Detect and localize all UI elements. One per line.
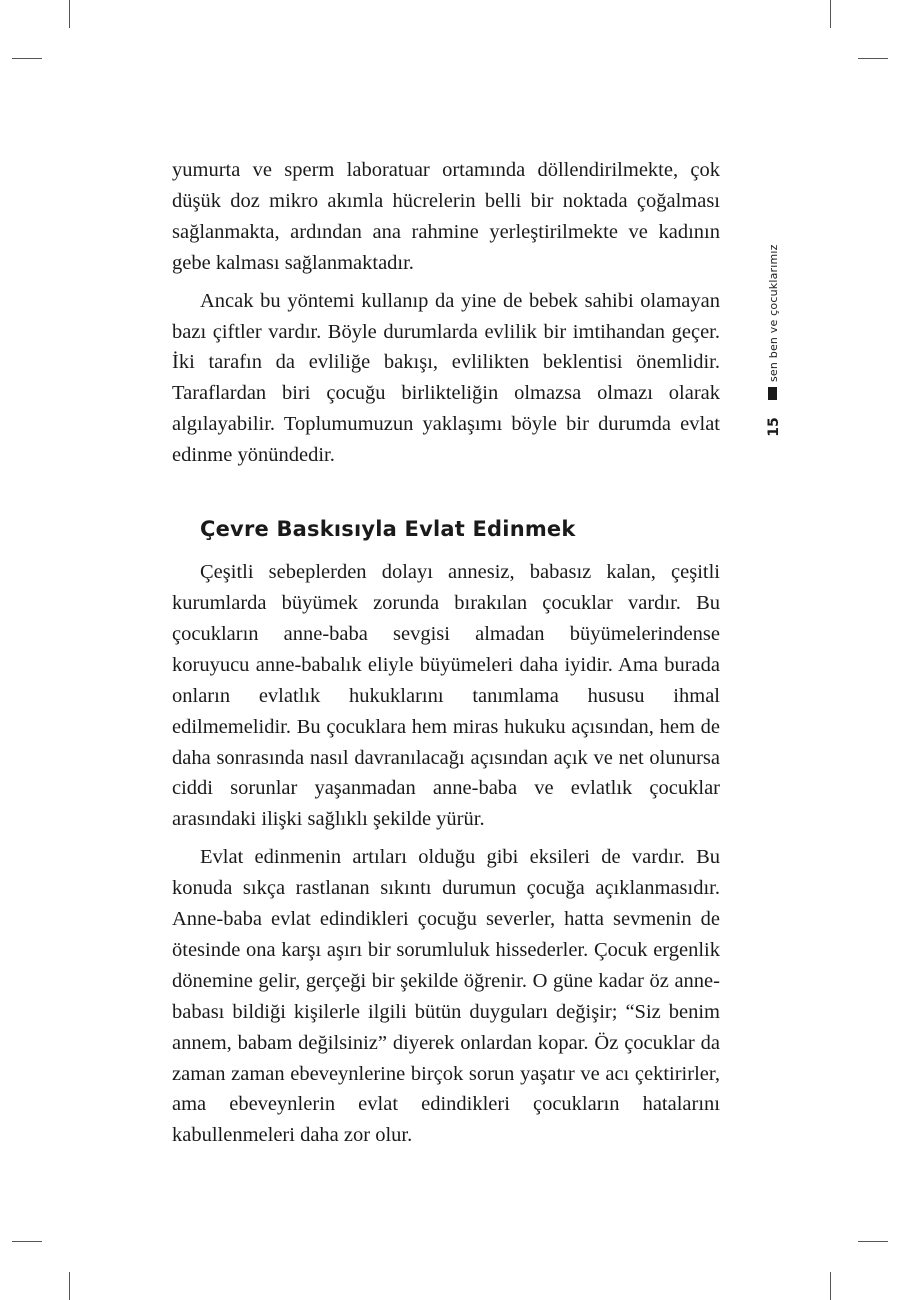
section-heading: Çevre Baskısıyla Evlat Edinmek [200,517,576,542]
crop-mark-bottom-left-vertical [69,1272,70,1300]
crop-mark-top-right-horizontal [858,58,888,59]
running-head [767,232,781,442]
crop-mark-top-left-vertical [69,0,70,28]
crop-mark-bottom-left-horizontal [12,1241,42,1242]
paragraph-4: Evlat edinmenin artıları olduğu gibi eksileri de vardır. Bu konuda sıkça rastlanan sıkıntı durumun çocuğa açıklanmasıdır. Anne-baba evlat edindikleri çocuğu severler, hatta sevmenin de ötesinde ona karşı aşırı bir sorumluluk hissederler. Çocuk ergenlik dönemine gelir, gerçeği bir şekilde öğrenir. O güne kadar öz anne-babası bildiği kişilerle ilgili bütün duyguları değişir; “Siz benim annem, babam değilsiniz” diyerek onlardan kopar. Öz çocuklar da zaman zaman ebeveynlerine birçok sorun yaşatır ve acı çektirirler, ama ebeveynlerin evlat edindikleri çocukların hatalarını kabullenmeleri daha zor olur. [172,846,720,1147]
crop-mark-bottom-right-horizontal [858,1241,888,1242]
crop-mark-top-left-horizontal [12,58,42,59]
running-head-marker [768,387,777,400]
crop-mark-bottom-right-vertical [830,1272,831,1300]
running-head-title: sen ben ve çocuklarımız [767,244,780,382]
paragraph-1: yumurta ve sperm laboratuar ortamında döllendirilmekte, çok düşük doz mikro akımla hücrelerin belli bir noktada çoğalması sağlanmakta, ardından ana rahmine yerleştirilmekte ve kadının gebe kalması sağlanmaktadır. [172,159,720,274]
paragraph-2: Ancak bu yöntemi kullanıp da yine de bebek sahibi olamayan bazı çiftler vardır. Böyle durumlarda evlilik bir imtihandan geçer. İki tarafın da evliliğe bakışı, evlilikten beklentisi önemlidir. Taraflardan biri çocuğu birlikteliğin olmazsa olmazı olarak algılayabilir. Toplumumuzun yaklaşımı böyle bir durumda evlat edinme yönündedir. [172,289,720,467]
paragraph-3: Çeşitli sebeplerden dolayı annesiz, babasız kalan, çeşitli kurumlarda büyümek zorunda bırakılan çocuklar vardır. Bu çocukların anne-baba sevgisi almadan büyümelerindense koruyucu anne-babalık eliyle büyümeleri daha iyidir. Ama burada onların evlatlık hukuklarını tanımlama hususu ihmal edilmemelidir. Bu çocuklara hem miras hukuku açısından, hem de daha sonrasında nasıl davranılacağı açısından açık ve net olunursa ciddi sorunlar yaşanmadan anne-baba ve evlatlık çocuklar arasındaki ilişki sağlıklı şekilde yürür. [172,561,720,831]
body-text [172,155,720,1158]
page-number: 15 [766,417,782,437]
crop-mark-top-right-vertical [830,0,831,28]
